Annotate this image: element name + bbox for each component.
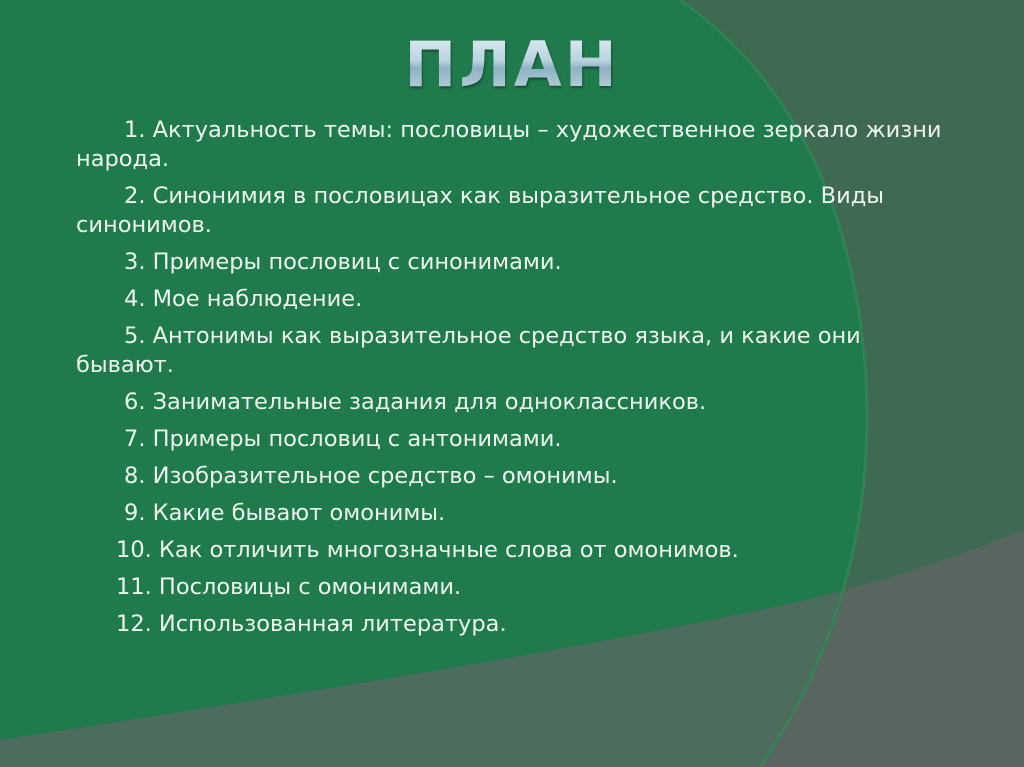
plan-item: 10. Как отличить многозначные слова от омонимов. xyxy=(116,537,739,563)
plan-item: 11. Пословицы с омонимами. xyxy=(116,574,462,600)
plan-item: 9. Какие бывают омонимы. xyxy=(124,500,446,526)
plan-item: 4. Мое наблюдение. xyxy=(124,286,363,312)
plan-item: 5. Антонимы как выразительное средство языка, и какие они бывают. xyxy=(76,323,861,378)
plan-item: 12. Использованная литература. xyxy=(116,611,507,637)
plan-list xyxy=(76,116,956,647)
plan-item: 6. Занимательные задания для одноклассников. xyxy=(124,389,707,415)
plan-item: 3. Примеры пословиц с синонимами. xyxy=(124,249,562,275)
plan-item: 2. Синонимия в пословицах как выразительное средство. Виды синонимов. xyxy=(76,183,885,238)
slide-title: ПЛАН xyxy=(0,28,1024,101)
plan-item: 8. Изобразительное средство – омонимы. xyxy=(124,463,618,489)
plan-item: 1. Актуальность темы: пословицы – художественное зеркало жизни народа. xyxy=(76,117,942,172)
plan-item: 7. Примеры пословиц с антонимами. xyxy=(124,426,562,452)
